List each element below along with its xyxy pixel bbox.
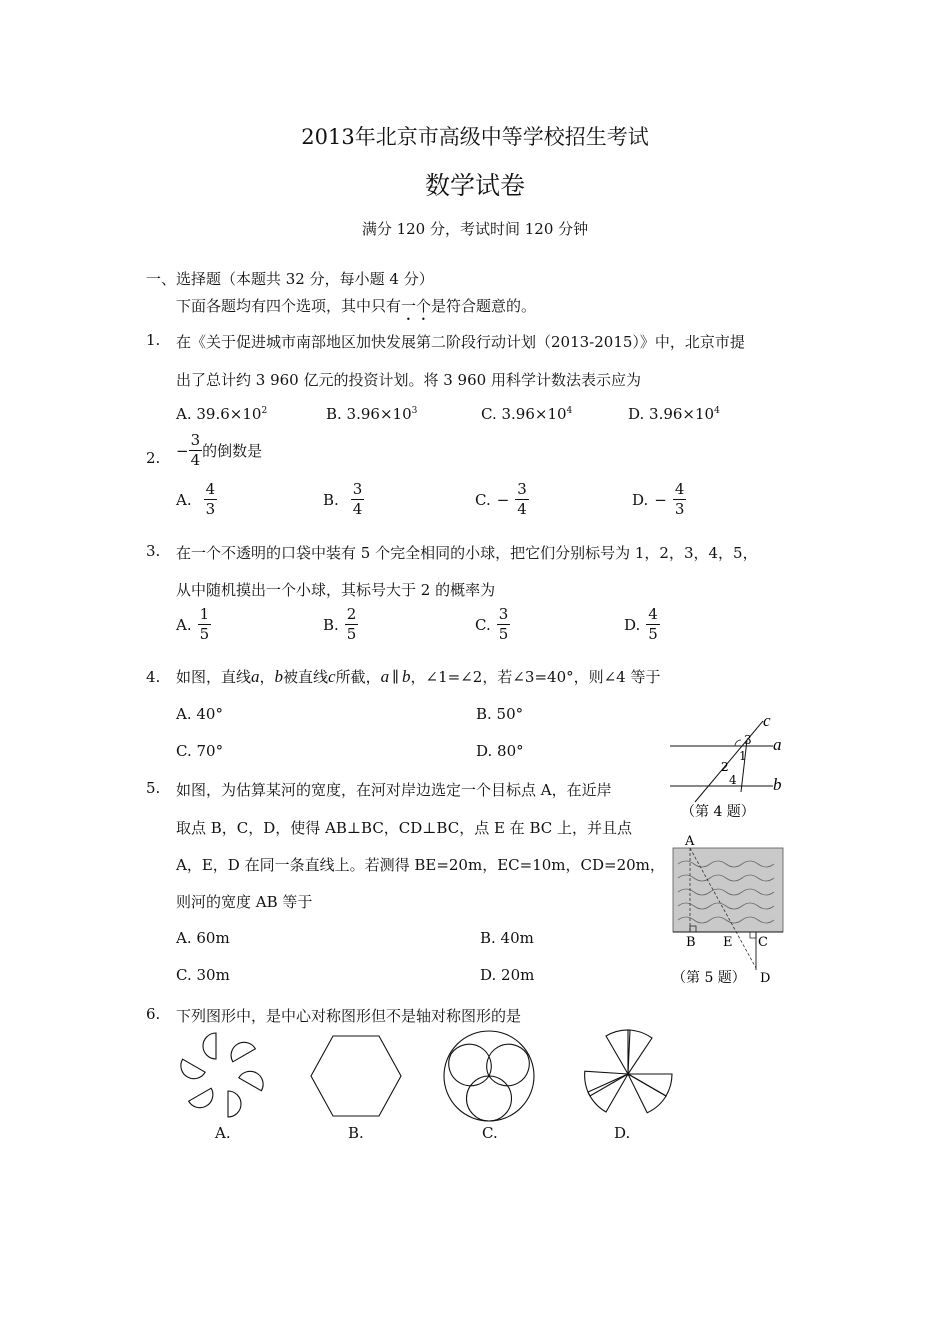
q5-line3: A，E，D 在同一条直线上。若测得 BE=20m，EC=10m，CD=20m，: [176, 856, 665, 874]
label-3: 3: [744, 733, 752, 747]
var-a: a: [251, 667, 260, 686]
q2-option-d: D. − $\frac{4}{3}$: [632, 480, 685, 518]
instruction-emphasis: 一个: [401, 297, 432, 315]
q6-figure-d: [582, 1028, 678, 1122]
parallel-symbol: ∥: [392, 668, 400, 686]
q3-line2: 从中随机摸出一个小球，其标号大于 2 的概率为: [176, 581, 496, 599]
q4-stem: 如图，直线a，b被直线c所截，a ∥ b，∠1=∠2，若∠3=40°，则∠4 等于: [176, 667, 661, 686]
label-1: 1: [739, 749, 747, 763]
q2-option-c: C. − $\frac{3}{4}$: [475, 480, 527, 518]
q6-option-b: B.: [348, 1124, 364, 1142]
q5-figure-caption: （第 5 题）: [672, 970, 746, 986]
label-A: A: [685, 834, 695, 849]
section-heading: 一、选择题（本题共 32 分，每小题 4 分）: [146, 270, 434, 288]
q2-stem: [176, 433, 262, 468]
q2-option-b: B. $\frac{3}{4}$: [323, 480, 363, 518]
q6-option-d: D.: [614, 1124, 631, 1142]
q2-fraction: $\frac{3}{4}$: [190, 431, 201, 469]
section-instruction: [176, 295, 536, 324]
exam-info: 满分 120 分，考试时间 120 分钟: [361, 220, 589, 238]
label-E: E: [723, 935, 733, 950]
q2-sign: −: [176, 441, 189, 460]
instruction-post: 是符合题意的。: [431, 297, 537, 315]
q5-figure: [668, 830, 790, 990]
q5-option-d: D. 20m: [480, 966, 535, 984]
q5-option-b: B. 40m: [480, 929, 534, 947]
q5-line4: 则河的宽度 AB 等于: [176, 893, 313, 911]
q1-option-a: A. $39.6\times 10^2$: [176, 405, 268, 423]
q6-figure-a: [172, 1030, 272, 1120]
label-c: c: [763, 712, 771, 730]
q1-option-b: B. $3.96\times 10^3$: [326, 405, 418, 423]
q2-option-a: A. $\frac{4}{3}$: [176, 480, 216, 518]
q2-number: 2.: [146, 449, 161, 467]
q4-figure-caption: （第 4 题）: [681, 804, 755, 820]
q1-option-d: D. $3.96\times 10^4$: [628, 405, 720, 423]
subject-title: 数学试卷: [424, 171, 525, 200]
exam-title: 2013年北京市高级中等学校招生考试: [301, 125, 649, 149]
label-D: D: [760, 971, 771, 986]
q5-option-a: A. 60m: [176, 929, 230, 947]
q3-line1: 在一个不透明的口袋中装有 5 个完全相同的小球，把它们分别标号为 1，2，3，4，5，: [176, 544, 758, 562]
q1-option-c: C. $3.96\times 10^4$: [481, 405, 573, 423]
instruction-pre: 下面各题均有四个选项，其中只有: [176, 297, 402, 315]
q5-option-c: C. 30m: [176, 966, 230, 984]
label-C: C: [758, 935, 768, 950]
q3-option-b: B. $\frac{2}{5}$: [323, 605, 357, 643]
var-c: c: [328, 667, 336, 686]
q3-option-a: A. $\frac{1}{5}$: [176, 605, 210, 643]
q4-option-c: C. 70°: [176, 742, 224, 760]
q1-number: 1.: [146, 331, 161, 349]
q5-line1: 如图，为估算某河的宽度，在河对岸边选定一个目标点 A，在近岸: [176, 781, 612, 799]
q3-number: 3.: [146, 542, 161, 560]
q6-option-c: C.: [482, 1124, 498, 1142]
q3-option-d: D. $\frac{4}{5}$: [624, 605, 658, 643]
q6-figure-c: [441, 1028, 537, 1124]
q1-line2: 出了总计约 3 960 亿元的投资计划。将 3 960 用科学计数法表示应为: [176, 371, 641, 389]
q3-option-c: C. $\frac{3}{5}$: [475, 605, 509, 643]
label-B: B: [686, 935, 696, 950]
q6-option-a: A.: [215, 1124, 231, 1142]
q1-line1: 在《关于促进城市南部地区加快发展第二阶段行动计划（2013-2015）》中，北京市提: [176, 333, 745, 351]
label-a: a: [773, 735, 782, 754]
q5-number: 5.: [146, 779, 161, 797]
q6-figure-b: [308, 1034, 404, 1118]
q4-option-d: D. 80°: [476, 742, 524, 760]
q5-line2: 取点 B，C，D，使得 AB⊥BC，CD⊥BC，点 E 在 BC 上，并且点: [176, 819, 632, 837]
label-4: 4: [729, 773, 737, 787]
q4-number: 4.: [146, 668, 161, 686]
var-b: b: [274, 667, 284, 686]
label-b: b: [773, 775, 782, 794]
q6-stem: 下列图形中，是中心对称图形但不是轴对称图形的是: [176, 1007, 522, 1025]
label-2: 2: [721, 760, 729, 774]
q4-figure: [665, 712, 795, 822]
q4-option-a: A. 40°: [176, 705, 223, 723]
q6-number: 6.: [146, 1005, 161, 1023]
q2-stem-text: 的倒数是: [202, 442, 263, 460]
q4-option-b: B. 50°: [476, 705, 524, 723]
